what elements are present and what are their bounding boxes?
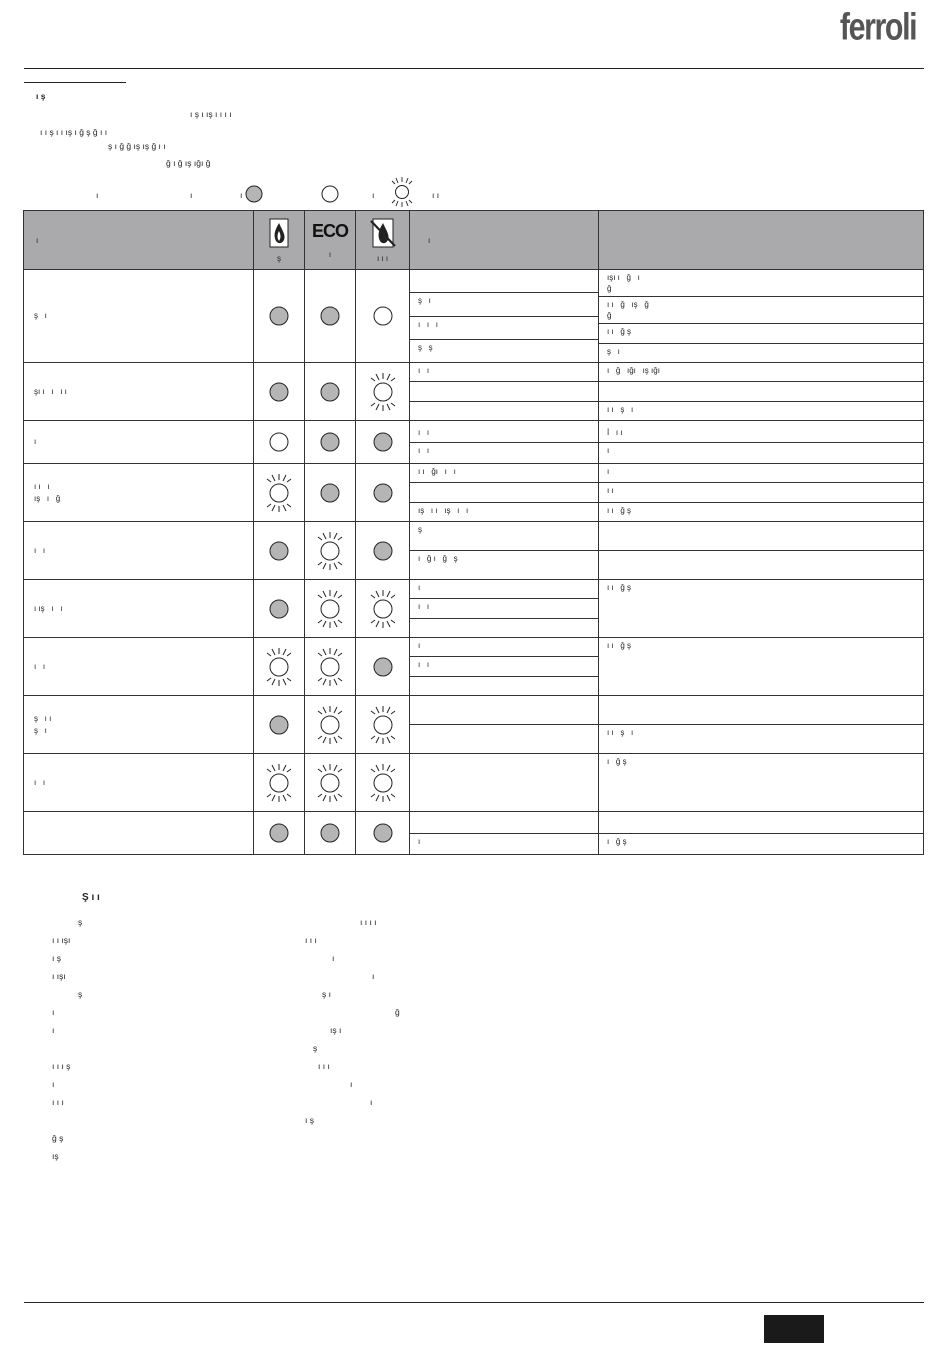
legend-led-off [321,185,339,203]
logo-text: ferroli [839,6,917,48]
remedy-cell-line [599,382,923,401]
table-header-row [24,211,924,270]
led-on-3 [356,638,410,696]
led-on-1 [254,580,305,638]
header-led-2-label: ı [328,250,332,259]
intro-line-4: ğ ı ğ ış ığı ğ [166,158,211,168]
diagnostic-table [23,210,924,855]
cause-cell-line [410,382,598,401]
header-status: ı [24,211,254,270]
cause-cell-line [410,754,598,811]
led-blink-1 [254,638,305,696]
cause-cell-line: ı [410,580,598,599]
remedy-cell-line: ı ı ş ı [607,404,634,414]
section2-right-line: ı [372,971,375,981]
led-on-2 [305,270,356,363]
section2-right-line: ı [332,953,335,963]
row-status-label: ş ı [24,270,254,363]
row-status-label [24,812,254,855]
header-cause: ı [410,211,599,270]
legend-led-on [245,185,263,203]
remedy-cell-line: ı ı ğ ş [599,324,923,344]
cause-cell-line [410,696,598,725]
row-status-label: ı ış ı ı [24,580,254,638]
cause-cell-line: ş [410,522,598,551]
remedy-cell-line: ı ı ğ ış ğ ğ [599,297,923,324]
remedy-cell-line: ışı ı ğ ı ğ [599,270,923,297]
led-blink-2 [305,580,356,638]
header-led-3-label: ı ı ı [376,253,389,263]
cause-cell-line [410,619,598,637]
section2-right-line: ı [370,1097,373,1107]
section2-right-line: ı ş [305,1115,314,1125]
section2-left-line: ış [52,1151,59,1161]
section2-left-line: ğ ş [52,1133,64,1143]
section2-right-line: ğ [395,1007,400,1017]
legend-text-5: ı ı [432,190,440,200]
led-on-2 [305,812,356,855]
led-on-2 [305,464,356,522]
table-row [24,464,924,522]
legend-text-1: ı [96,190,99,200]
remedy-cell [599,580,924,638]
cause-cell-line: ış ı ı ış ı ı [418,505,469,515]
legend-led-blink [390,176,414,208]
cause-cell-line: ı ı [410,425,598,443]
section2-left-line: ı ı ışı [52,935,71,945]
remedy-cell-line: ı [607,445,610,455]
section2-heading: Ş ı ı [82,892,100,903]
led-blink-1 [254,754,305,812]
led-blink-2 [305,754,356,812]
section2-right-line: ı ı ı [318,1061,330,1071]
section2-right-line: ı ı ı [305,935,317,945]
row-status-label: ı ı [24,638,254,696]
led-on-3 [356,812,410,855]
led-off-3 [356,270,410,363]
led-on-2 [305,363,356,421]
cause-cell-line [410,270,598,293]
row-status-label: ı ı [24,522,254,580]
cause-cell-line: ı ı ı [410,317,598,340]
flame-cross-icon [370,218,396,248]
table-row [24,270,924,363]
led-on-3 [356,421,410,464]
intro-line-1: ı ş ı ış ı ı ı ı [190,109,232,119]
section2-left-line: ı [52,1025,55,1035]
row-status-label: ı ı ı ış ı ğ [24,464,254,522]
remedy-cell [599,363,924,421]
remedy-cell-line: ı ğ ş [607,757,627,766]
section2-left-line: ş [78,989,83,999]
cause-cell [410,812,599,855]
cause-cell-line: ı ğ ı ğ ş [418,554,458,563]
intro-line-3: ş ı ğ ğ ış ış ğ ı ı [108,141,166,151]
led-on-3 [356,464,410,522]
cause-cell-line: ı ı ğı ı ı [410,464,598,483]
intro-line-2: ı ı ş ı ı ış ı ğ ş ğ ı ı [40,127,108,137]
remedy-cell-line: ı ğ ığı ış ığı [599,363,923,382]
remedy-cell [599,421,924,464]
section-rule [24,82,126,83]
remedy-cell-line [599,696,923,725]
header-led-2 [305,211,356,270]
section2-right-line: ş [313,1043,318,1053]
led-blink-2 [305,522,356,580]
table-row [24,638,924,696]
remedy-cell [599,522,924,580]
remedy-cell [599,270,924,363]
led-on-1 [254,363,305,421]
cause-cell [410,580,599,638]
row-status-label: ı [24,421,254,464]
table-row [24,696,924,754]
section2-right-line: ı ı ı ı [360,917,377,927]
remedy-cell-line: ı [599,464,923,483]
remedy-cell [599,696,924,754]
remedy-cell-line: ı ğ ş [607,836,627,846]
table-row [24,421,924,464]
led-on-1 [254,696,305,754]
cause-cell-line: ş ş [418,342,433,352]
header-remedy [599,211,924,270]
remedy-cell-line: ı ı ğ ş [607,583,632,592]
led-off-1 [254,421,305,464]
footer-rule [24,1302,924,1303]
led-blink-1 [254,464,305,522]
cause-cell-line [410,816,598,834]
cause-cell-line: ı ı [410,599,598,618]
legend-text-3: ı [240,190,243,200]
section2-left-line: ı ı ı [52,1097,64,1107]
led-on-2 [305,421,356,464]
remedy-cell-line: ı ı ğ ş [607,505,632,515]
section2-right-line: ı [350,1079,353,1089]
remedy-cell [599,638,924,696]
led-blink-3 [356,754,410,812]
remedy-cell-line: İ ı ı [599,425,923,443]
section2-left-line: ı ş [52,953,61,963]
remedy-cell-line [599,522,923,551]
led-blink-2 [305,696,356,754]
led-blink-3 [356,696,410,754]
legend-text-4: ı [372,190,375,200]
cause-cell [410,363,599,421]
led-blink-2 [305,638,356,696]
page-number-box [764,1315,824,1343]
cause-cell-line: ı [418,836,421,846]
cause-cell [410,696,599,754]
cause-cell-line [410,677,598,695]
cause-cell-line [410,483,598,502]
row-status-label: ı ı [24,754,254,812]
remedy-cell [599,754,924,812]
remedy-cell-line: ş ı [607,346,620,356]
section2-right-line: ış ı [330,1025,342,1035]
section2-left-line: ı [52,1007,55,1017]
cause-cell [410,464,599,522]
row-status-label: ş ı ı ş ı [24,696,254,754]
cause-cell-line: ı ı [418,445,430,455]
cause-cell-line [410,725,598,753]
cause-cell [410,270,599,363]
row-status-label: şı ı ı ı ı [24,363,254,421]
table-row [24,754,924,812]
remedy-cell-line: ı ı ş ı [607,728,634,737]
led-on-3 [356,522,410,580]
table-row [24,580,924,638]
remedy-cell-line [599,816,923,834]
table-row [24,522,924,580]
cause-cell [410,754,599,812]
header-led-1 [254,211,305,270]
cause-cell-line: ı [410,638,598,657]
table-row [24,812,924,855]
cause-cell-line: ı ı [410,363,598,382]
led-blink-3 [356,580,410,638]
cause-cell-line [410,402,598,420]
intro-heading: ı ş [36,91,46,101]
flame-sanitary-icon [269,218,289,248]
led-blink-3 [356,363,410,421]
eco-icon: ECO [311,221,348,241]
led-on-1 [254,812,305,855]
cause-cell-line: ı ı [410,657,598,676]
section2-left-line: ş [78,917,83,927]
section2-left-line: ı [52,1079,55,1089]
cause-cell [410,638,599,696]
remedy-cell-line: ı ı [599,483,923,502]
header-led-1-label: ş [277,253,281,263]
section2-right-line: ş ı [322,989,331,999]
led-on-1 [254,270,305,363]
table-row [24,363,924,421]
remedy-cell-line: ı ı ğ ş [607,641,632,650]
led-on-1 [254,522,305,580]
legend-text-2: ı [190,190,193,200]
cause-cell [410,522,599,580]
header-led-3 [356,211,410,270]
section2-left-line: ı ışı [52,971,66,981]
ferroli-logo [838,6,930,48]
cause-cell-line: ş ı [410,293,598,316]
remedy-cell [599,812,924,855]
cause-cell [410,421,599,464]
remedy-cell [599,464,924,522]
remedy-cell-line [599,551,923,579]
header-rule [24,68,924,69]
section2-left-line: ı ı ı ş [52,1061,71,1071]
